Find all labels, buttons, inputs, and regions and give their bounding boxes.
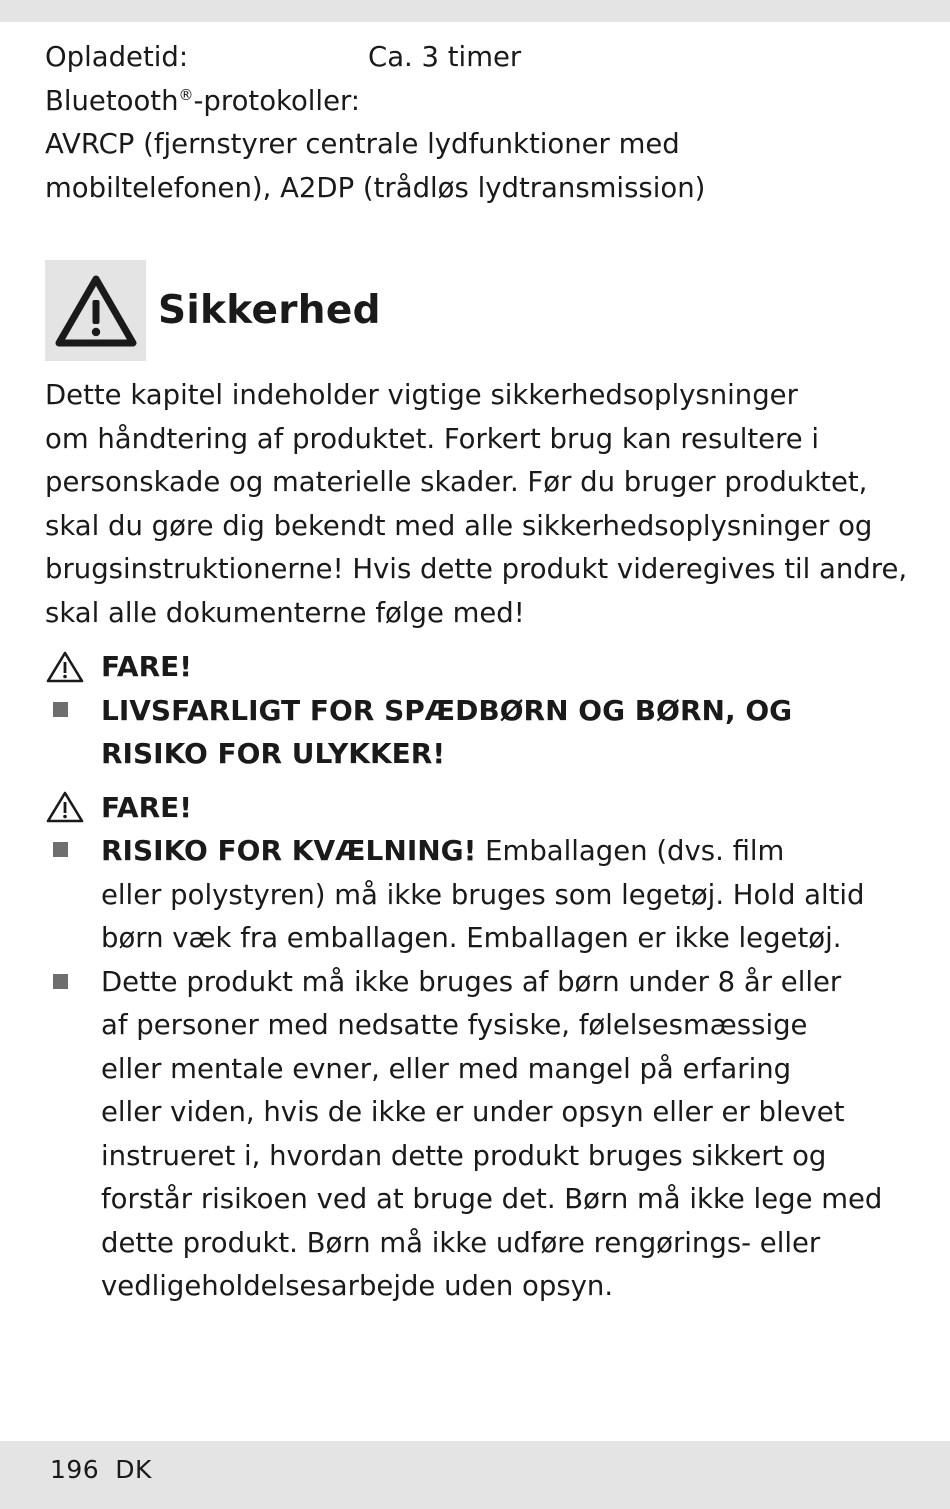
warning-line: dette produkt. Børn må ikke udføre rengørings- eller: [101, 1226, 821, 1259]
protocols-word: -protokoller:: [193, 84, 361, 117]
warning-line: eller viden, hvis de ikke er under opsyn eller er blevet: [101, 1096, 845, 1128]
warning-triangle-icon: [45, 650, 85, 684]
danger-text: FARE!: [101, 790, 193, 824]
warning-text: Emballagen (dvs. film: [476, 835, 785, 867]
bullet-square: [45, 829, 101, 961]
page-content: [45, 36, 908, 1309]
warning-bullet: [45, 689, 905, 776]
warning-bullet: [45, 829, 905, 961]
bullet-square: [45, 689, 101, 776]
intro-line: brugsinstruktionerne! Hvis dette produkt videregives til andre,: [45, 553, 908, 585]
warning-line: instrueret i, hvordan dette produkt bruges sikkert og: [101, 1139, 827, 1172]
bluetooth-protocols-line: AVRCP (fjernstyrer centrale lydfunktioner med: [45, 128, 680, 160]
intro-line: skal du gøre dig bekendt med alle sikkerhedsoplysninger og: [45, 509, 873, 542]
warning-line: forstår risikoen ved at bruge det. Børn må ikke lege med: [101, 1183, 883, 1215]
intro-line: personskade og materielle skader. Før du bruger produktet,: [45, 466, 868, 498]
warning-bullet: [45, 961, 905, 1309]
warning-triangle-icon: [45, 790, 85, 824]
danger-text: FARE!: [101, 650, 193, 683]
charging-time-row: [45, 36, 905, 80]
page-number: 196: [50, 1455, 100, 1484]
safety-intro: [45, 374, 908, 635]
warning-line: LIVSFARLIGT FOR SPÆDBØRN OG BØRN, OG: [101, 693, 793, 727]
warning-line: eller mentale evner, eller med mangel på erfaring: [101, 1052, 792, 1085]
charging-time-label: Opladetid:: [45, 41, 189, 73]
warning-box: [45, 260, 146, 361]
warning-line: RISIKO FOR ULYKKER!: [101, 737, 446, 770]
warning-triangle-icon: [54, 273, 138, 349]
bluetooth-protocols-line: mobiltelefonen), A2DP (trådløs lydtransmission): [45, 171, 706, 204]
page-footer: [50, 1455, 152, 1484]
suffocation-heading: RISIKO FOR KVÆLNING!: [101, 834, 477, 867]
intro-line: Dette kapitel indeholder vigtige sikkerhedsoplysninger: [45, 379, 798, 411]
danger-label: [45, 645, 905, 689]
section-title: Sikkerhed: [158, 287, 381, 333]
warning-line: eller polystyren) må ikke bruges som legetøj. Hold altid: [101, 878, 865, 911]
warning-line: Dette produkt må ikke bruges af børn under 8 år eller: [101, 965, 842, 998]
safety-heading: [45, 260, 905, 361]
bullet-square: [45, 961, 101, 1309]
bluetooth-word: Bluetooth: [45, 84, 179, 117]
charging-time-value: Ca. 3 timer: [368, 41, 522, 73]
warning-line: børn væk fra emballagen. Emballagen er ikke legetøj.: [101, 922, 842, 954]
warning-line: vedligeholdelsesarbejde uden opsyn.: [101, 1270, 614, 1302]
intro-line: skal alle dokumenterne følge med!: [45, 596, 525, 629]
registered-mark: ®: [178, 85, 194, 104]
bluetooth-label: [45, 80, 905, 124]
language-code: DK: [115, 1455, 152, 1484]
warning-line: af personer med nedsatte fysiske, følelsesmæssige: [101, 1009, 808, 1041]
danger-label: [45, 786, 905, 830]
intro-line: om håndtering af produktet. Forkert brug kan resultere i: [45, 422, 820, 455]
top-band: [0, 0, 950, 22]
warning-line: [101, 829, 905, 874]
